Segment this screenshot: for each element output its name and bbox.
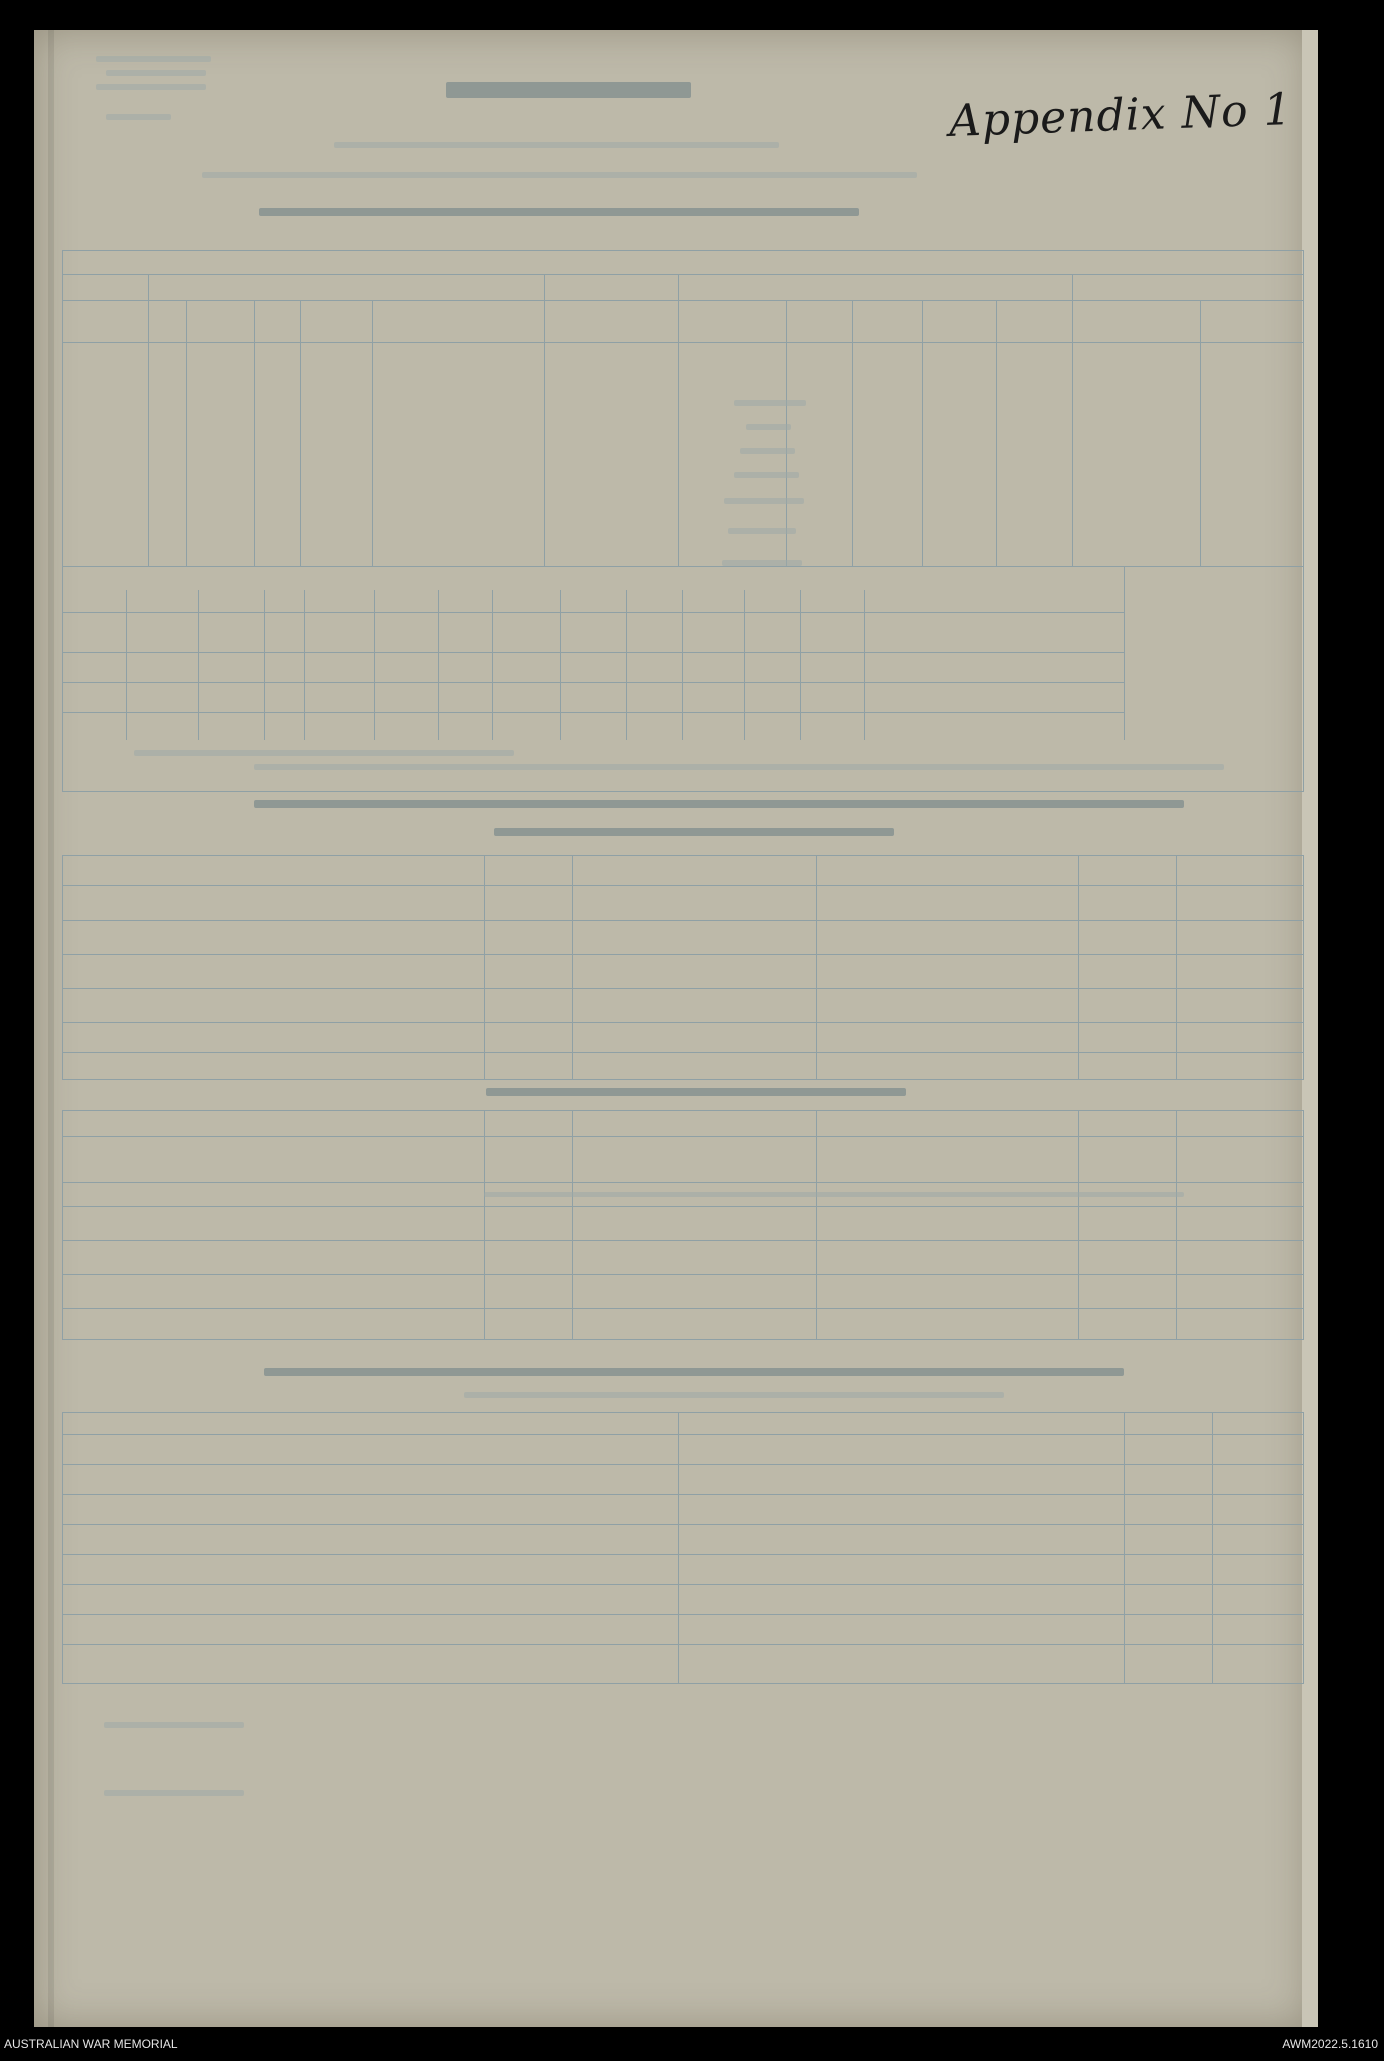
footer-left: AUSTRALIAN WAR MEMORIAL bbox=[4, 2037, 178, 2051]
part-b-heading bbox=[254, 800, 1184, 808]
part-a-table bbox=[62, 250, 1304, 792]
form-title bbox=[446, 82, 691, 98]
part-c-heading bbox=[264, 1368, 1124, 1376]
part-a-heading bbox=[259, 208, 859, 216]
form-revised bbox=[96, 84, 206, 90]
form-sheet bbox=[34, 30, 1309, 2027]
footer-right: AWM2022.5.1610 bbox=[1282, 2037, 1378, 2051]
left-fold bbox=[48, 30, 54, 2027]
form-edition bbox=[106, 70, 206, 76]
we-line bbox=[202, 172, 917, 178]
officers-joined-heading bbox=[494, 828, 894, 836]
sheet-edge bbox=[1302, 30, 1318, 2027]
date-line bbox=[334, 142, 779, 148]
officers-joined-table bbox=[62, 855, 1304, 1080]
handwritten-annotation: Appendix No 1 bbox=[948, 84, 1294, 147]
officers-quitted-heading bbox=[486, 1088, 906, 1096]
serial-no bbox=[106, 114, 171, 120]
officers-quitted-table bbox=[62, 1110, 1304, 1340]
footer-bar bbox=[0, 2027, 1384, 2061]
form-number bbox=[96, 56, 211, 62]
